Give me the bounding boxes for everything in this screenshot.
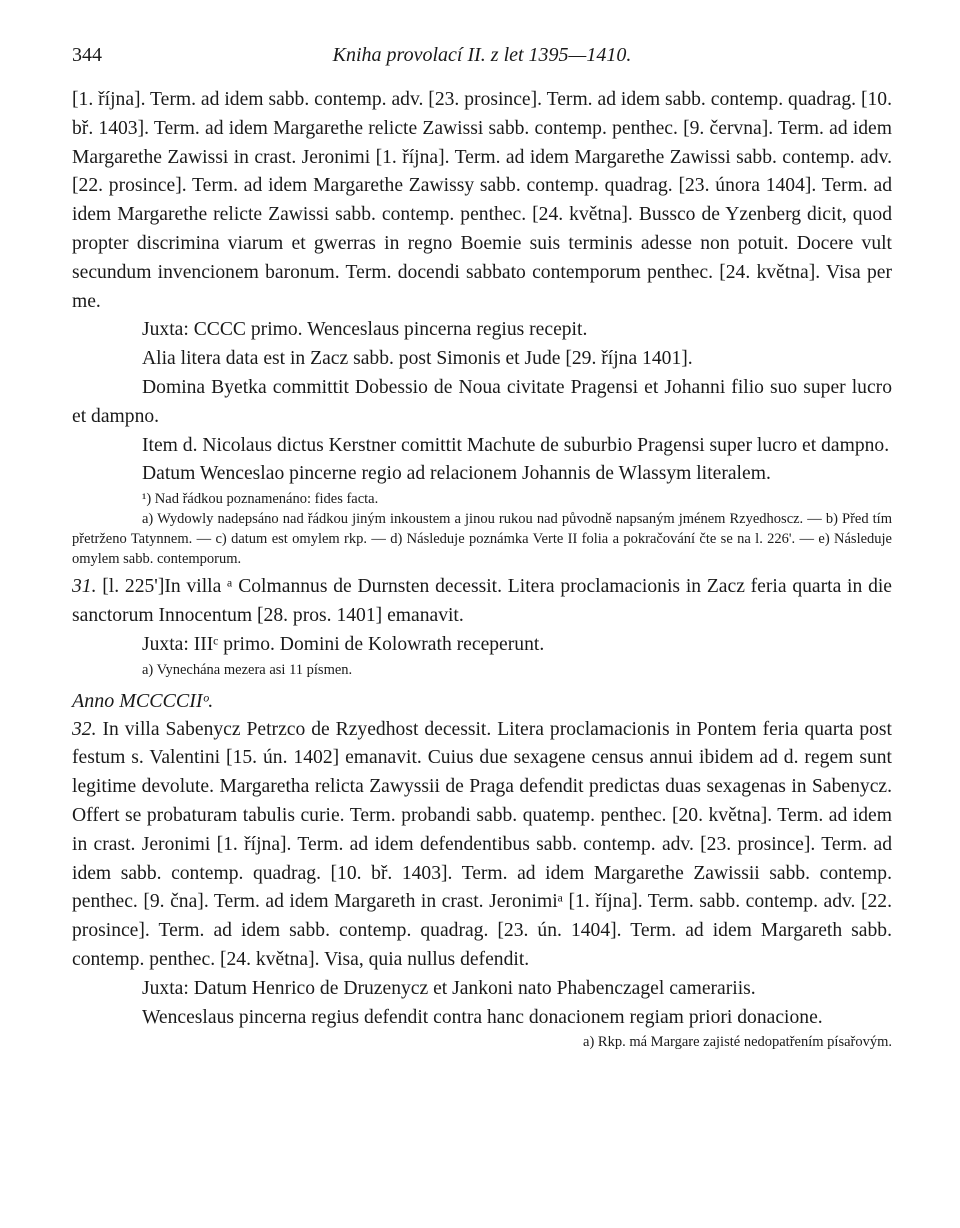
year-heading: Anno MCCCCIIᵒ. (72, 689, 214, 712)
paragraph-wenceslaus (72, 1004, 892, 1033)
paragraph-juxta-32: Juxta: Datum Henrico de Druzenycz et Jankoni nato Phabenczagel camerariis. (142, 977, 756, 999)
paragraph-wenceslaus-text: Wenceslaus pincerna regius defendit contra hanc donacionem regiam priori donacione. (142, 1006, 823, 1028)
page-header (72, 44, 892, 68)
entry-number: 32. (72, 718, 97, 740)
entry-text: [l. 225']In villa ᵃ Colmannus de Durnsten decessit. Litera proclamacionis in Zacz feria quarta in die sanctorum Innocentum [28. pros. 1401] emanavit. (72, 576, 892, 626)
footnote-31: a) Vynechána mezera asi 11 písmen. (142, 661, 353, 678)
running-title: Kniha provolací II. z let 1395—1410. (332, 44, 632, 66)
paragraph-juxta: Juxta: CCCC primo. Wenceslaus pincerna regius recepit. (142, 319, 588, 341)
page-body (72, 86, 892, 1052)
paragraph-alia-litera: Alia litera data est in Zacz sabb. post Simonis et Jude [29. října 1401]. (142, 348, 693, 370)
page-number: 344 (72, 44, 102, 66)
paragraph-juxta-31: Juxta: IIIᶜ primo. Domini de Kolowrath receperunt. (142, 633, 545, 655)
paragraph-item-nicolaus: Item d. Nicolaus dictus Kerstner comittit Machute de suburbio Pragensi super lucro et dampno. (142, 434, 890, 456)
entry-31 (72, 573, 892, 631)
paragraph-domina-byetka: Domina Byetka committit Dobessio de Noua civitate Pragensi et Johanni filio suo super lucro et dampno. (72, 376, 892, 427)
paragraph-continuation: [1. října]. Term. ad idem sabb. contemp. adv. [23. prosince]. Term. ad idem sabb. contemp. quadrag. [10. bř. 1403]. Term. ad idem Margarethe relicte Zawissi sabb. contemp. penthec. [9. června]. Term. ad idem Margarethe Zawissi in crast. Jeronimi [1. října]. Term. ad idem Margarethe Zawissi sabb. contemp. adv. [22. prosince]. Term. ad idem Margarethe Zawissy sabb. contemp. quadrag. [23. února 1404]. Term. ad idem Margarethe relicte Zawissi sabb. contemp. penthec. [24. května]. Bussco de Yzenberg dicit, quod propter discrimina viarum et gwerras in regno Boemie suis terminis adesse non potuit. Docere vult secundum invencionem baronum. Term. docendi sabbato contemporum penthec. [24. května]. Visa per me. (72, 89, 892, 312)
entry-32 (72, 716, 892, 975)
entry-number: 31. (72, 576, 97, 598)
footnote-letters: a) Wydowly nadepsáno nad řádkou jiným inkoustem a jinou rukou nad původně napsaným jménem Rzyedhoscz. — b) Před tím přetrženo Tatynnem. — c) datum est omylem rkp. — d) Následuje poznámka Verte II folia a pokračování čte se na l. 226'. — e) Následuje omylem sabb. contemporum. (72, 511, 892, 568)
entry-text: In villa Sabenycz Petrzco de Rzyedhost decessit. Litera proclamacionis in Pontem feria quarta post festum s. Valentini [15. ún. 1402] emanavit. Cuius due sexagene census annui ibidem ad d. regem sunt legitime devolute. Margaretha relicta Zawyssii de Praga defendit predictas duas sexagenas in Sabenycz. Offert se probaturam tabulis curie. Term. probandi sabb. quatemp. penthec. [20. května]. Term. ad idem in crast. Jeronimi [1. října]. Term. ad idem defendentibus sabb. contemp. adv. [23. prosince]. Term. ad idem sabb. contemp. quadrag. [10. bř. 1403]. Term. ad idem Margarethe Zawissii sabb. contemp. penthec. [9. čna]. Term. ad idem Margareth in crast. Jeronimiᵃ [1. října]. Term. sabb. contemp. adv. [22. prosince]. Term. ad idem sabb. contemp. quadrag. [23. ún. 1404]. Term. ad idem Margareth sabb. contemp. penthec. [24. května]. Visa, quia nullus defendit. (72, 718, 892, 970)
footnote-32: a) Rkp. má Margare zajisté nedopatřením písařovým. (583, 1034, 892, 1051)
paragraph-datum: Datum Wenceslao pincerne regio ad relacionem Johannis de Wlassym literalem. (142, 463, 771, 485)
footnote-1: ¹) Nad řádkou poznamenáno: fides facta. (142, 491, 379, 508)
